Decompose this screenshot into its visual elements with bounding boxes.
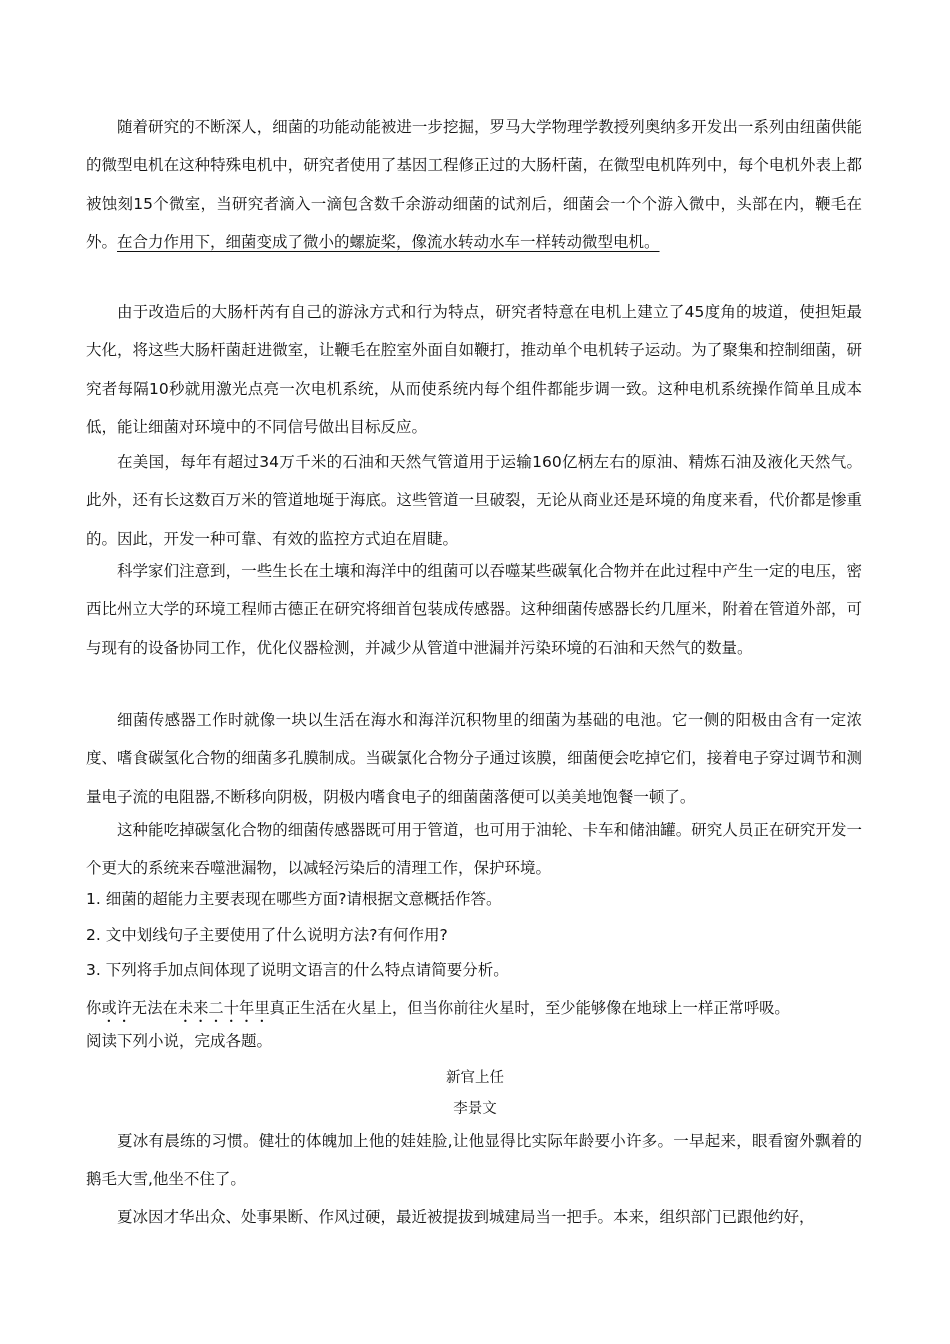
article-paragraph-3: 在美国，每年有超过34万千米的石油和天然气管道用于运输160亿柄左右的原油、精炼石油及液化天然气。此外，还有长这数百万米的管道地埏于海底。这些管道一旦破裂，无论从商业还是环境的角度来看，代价都是惨重的。因此，开发一种可靠、有效的监控方式迫在眉睫。	[86, 453, 862, 548]
article-paragraph-4: 科学家们注意到，一些生长在土壤和海洋中的组菌可以吞噬某些碳氧化合物并在此过程中产生一定的电压，密西比州立大学的环境工程师古德正在研究将细首包装成传感器。这种细菌传感器长约几厘米，附着在管道外部，可与现有的设备协同工作，优化仪器检测，并减少从管道中泄漏并污染环境的石油和天然气的数量。	[86, 562, 862, 657]
story-paragraph-2: 夏冰因才华出众、处事果断、作风过硬，最近被提拔到城建局当一把手。本来，组织部门已跟他约好，	[117, 1208, 815, 1226]
article-paragraph-5: 细菌传感器工作时就像一块以生活在海水和海洋沉积物里的细菌为基础的电池。它一侧的阳极由含有一定浓度、嗜食碳氢化合物的细菌多孔膜制成。当碳氯化合物分子通过该膜，细菌便会吃掉它们，接着电子穿过调节和测量电子流的电阻器,不断移向阴极，阴极内嗜食电子的细菌菌落便可以美美地饱餐一顿了。	[86, 711, 862, 806]
question-1: 1. 细菌的超能力主要表现在哪些方面?请根据文意概括作答。	[86, 890, 502, 908]
article-paragraph-1	[86, 108, 862, 262]
article-paragraph-6: 这种能吃掉碳氢化合物的细菌传感器既可用于管道，也可用于油轮、卡车和储油罐。研究人员正在研究开发一个更大的系统来吞噬泄漏物，以减轻污染后的清理工作，保护环境。	[86, 821, 862, 878]
article-paragraph-2: 由于改造后的大肠杆芮有自己的游泳方式和行为特点，研究者特意在电机上建立了45度角的坡道，使担矩最大化，将这些大肠杆菌赶进微室，让鞭毛在腔室外面自如鞭打，推动单个电机转子运动。为了聚集和控制细菌，研究者每隔10秒就用激光点亮一次电机系统，从而使系统内每个组件都能步调一致。这种电机系统操作简单且成本低，能让细菌对环境中的不同信号做出目标反应。	[86, 303, 862, 437]
paragraph-1-text: 随着研究的不断深人，细菌的功能动能被进一步挖掘，罗马大学物理学教授列奥纳多开发出一系列由纽菌供能的微型电机在这种特殊电机中，研究者使用了基因工程修正过的大肠杆菌，在微型电机阵列中，每个电机外表上都被蚀刻15个微室，当研究者滴入一滴包含数千余游动细菌的试剂后，细菌会一个个游入微中，头部在内，鞭毛在外。	[86, 118, 862, 252]
reading-instruction: 阅读下列小说，完成各题。	[86, 1032, 273, 1050]
story-title: 新官上任	[446, 1070, 504, 1086]
underlined-sentence: 在合力作用下，细菌变成了微小的螺旋桨，像流水转动水车一样转动微型电机。	[117, 233, 660, 252]
question-2: 2. 文中划线句子主要使用了什么说明方法?有何作用?	[86, 926, 448, 944]
story-author: 李景文	[453, 1101, 497, 1117]
dotted-sentence: 你或许无法在未来二十年里真正生活在火星上，但当你前往火星时，至少能够像在地球上一样正常呼吸。	[86, 999, 790, 1017]
dotted-word-1: 或许	[101, 999, 132, 1017]
dotted-word-2: 未来二十年里	[177, 999, 270, 1017]
story-paragraph-1: 夏冰有晨练的习惯。健壮的体魄加上他的娃娃脸,让他显得比实际年龄要小许多。一早起来，眼看窗外飘着的鹅毛大雪,他坐不住了。	[86, 1132, 862, 1189]
question-3: 3. 下列将手加点间体现了说明文语言的什么特点请简要分析。	[86, 961, 509, 979]
